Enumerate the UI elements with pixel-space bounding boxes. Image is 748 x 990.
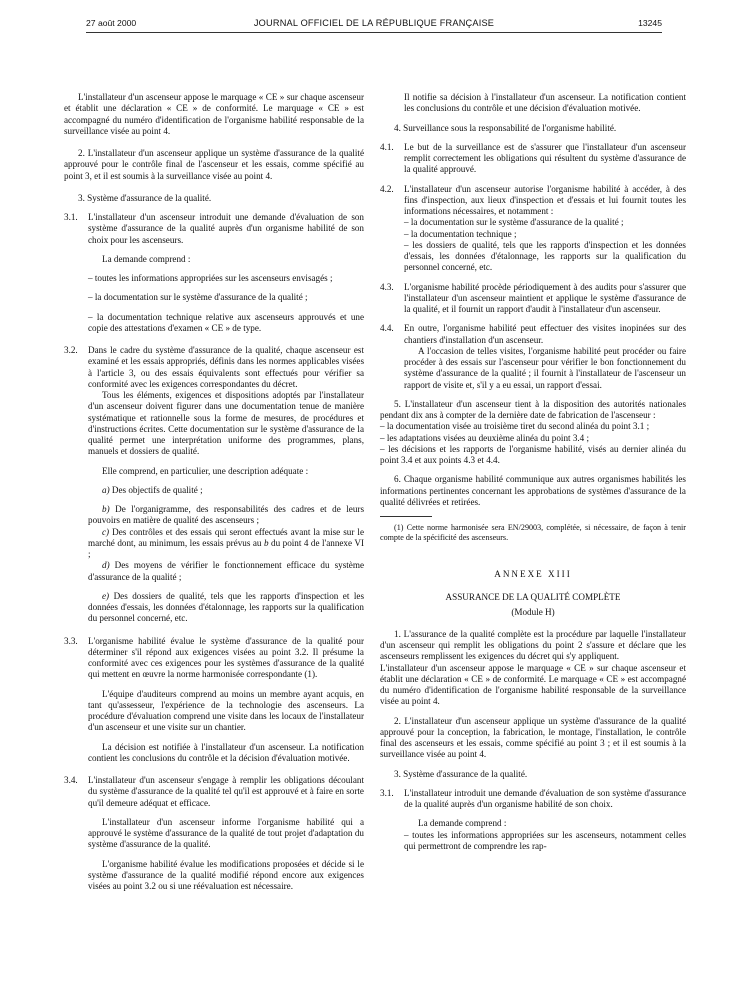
- paragraph: L'installateur introduit une demande d'évaluation de son système d'assurance de la qualité auprès d'un organisme habilité de son choix.: [404, 787, 686, 809]
- section-number: 3.1.: [380, 787, 394, 798]
- list-item: e) Des dossiers de qualité, tels que les rapports d'inspection et les données d'essais, les données d'étalonnage, les rapports sur la qualification du personnel concerné, etc.: [88, 590, 365, 624]
- section-number: 4.4.: [380, 323, 394, 334]
- paragraph: Le but de la surveillance est de s'assurer que l'installateur d'un ascenseur remplit correctement les obligations qui résultent du système d'assurance de la qualité approuvé.: [404, 141, 686, 175]
- paragraph: L'équipe d'auditeurs comprend au moins un membre ayant acquis, en tant qu'assesseur, l'expérience de la technologie des ascenseurs. La procédure d'évaluation comprend une visite dans les locaux de l'installateur d'un ascenseur et une visite sur un chantier.: [88, 688, 364, 733]
- paragraph: La décision est notifiée à l'installateur d'un ascenseur. La notification contient les conclusions du contrôle et la décision d'évaluation motivée.: [88, 741, 364, 763]
- section-number: 4.2.: [380, 183, 394, 194]
- footnote-rule: [380, 516, 432, 517]
- list-label: a): [102, 484, 110, 495]
- page-header: [0, 0, 748, 50]
- paragraph: Il notifie sa décision à l'installateur d'un ascenseur. La notification contient les conclusions du contrôle et une décision d'évaluation motivée.: [404, 92, 686, 114]
- paragraph: 1. L'assurance de la qualité complète est la procédure par laquelle l'installateur d'un ascenseur qui remplit les obligations du point 2 s'assure et déclare que les ascenseurs remplissent les exigences du décret qui s'y appliquent.: [380, 628, 686, 662]
- paragraph: 2. L'installateur d'un ascenseur applique un système d'assurance de la qualité approuvé pour la conception, la fabrication, le montage, l'installation, le contrôle final des ascenseurs et les essais, comme spécifié au point 3 ; et il est soumis à la surveillance visée au point 4.: [380, 715, 686, 760]
- list-item: – la documentation technique ;: [404, 228, 517, 239]
- section-3-4: [64, 775, 364, 892]
- annex-subtitle: ASSURANCE DE LA QUALITÉ COMPLÈTE: [445, 592, 621, 603]
- paragraph: 5. L'installateur d'un ascenseur tient à la disposition des autorités nationales pendant dix ans à compter de la dernière date de fabrication de l'ascenseur :: [380, 398, 686, 420]
- paragraph: L'installateur d'un ascenseur introduit une demande d'évaluation de son système d'assurance de la qualité auprès d'un organisme habilité de son choix pour les ascenseurs.: [88, 212, 364, 245]
- footnote: (1) Cette norme harmonisée sera EN/29003, complétée, si nécessaire, de façon à tenir compte de la spécificité des ascenseurs.: [380, 523, 686, 542]
- section-number: 4.3.: [380, 281, 394, 292]
- paragraph: 2. L'installateur d'un ascenseur applique un système d'assurance de la qualité approuvé pour le contrôle final de l'ascenseur et les essais, comme spécifié au point 3, et il est soumis à la surveillance visée au point 4.: [64, 148, 364, 181]
- list-item: – la documentation technique relative aux ascenseurs approuvés et une copie des attestations d'examen « CE » de type.: [88, 311, 364, 333]
- section-number: 3.2.: [64, 345, 78, 355]
- section-3-1: [64, 212, 364, 334]
- list-item: – les dossiers de qualité, tels que les rapports d'inspection et les données d'essais, les données d'étalonnage, les rapports sur la qualification du personnel concerné, etc.: [404, 239, 686, 273]
- list-item: d) Des moyens de vérifier le fonctionnement efficace du système d'assurance de la qualité ;: [88, 560, 364, 582]
- annex-title: ANNEXE XIII: [494, 569, 572, 579]
- paragraph: L'installateur d'un ascenseur informe l'organisme habilité qui a approuvé le système d'assurance de la qualité de tout projet d'adaptation du système d'assurance de la qualité.: [88, 816, 364, 850]
- list-item: c) Des contrôles et des essais qui seront effectués avant la mise sur le marché dont, au minimum, les essais prévus au b du point 4 de l'annexe VI ;: [88, 526, 364, 559]
- paragraph: Dans le cadre du système d'assurance de la qualité, chaque ascenseur est examiné et les essais appropriés, définis dans les normes applicables visées à l'article 3, ou des essais équivalents sont effectués pour vérifier sa conformité avec les exigences correspondantes du décret.: [88, 345, 364, 389]
- paragraph: L'installateur d'un ascenseur appose le marquage « CE » sur chaque ascenseur et établit une déclaration « CE » de conformité. Le marquage « CE » est accompagné du numéro d'identification de l'organisme habilité responsable de la surveillance visée au point 4.: [64, 92, 364, 136]
- paragraph: L'organisme habilité procède périodiquement à des audits pour s'assurer que l'installateur d'un ascenseur maintient et applique le système d'assurance de la qualité, et il fournit un rapport d'audit à l'installateur d'un ascenseur.: [404, 281, 686, 314]
- paragraph: L'organisme habilité évalue les modifications proposées et décide si le système d'assurance de la qualité modifié répond encore aux exigences visées au point 3.2 ou si une réévaluation est nécessaire.: [88, 858, 364, 891]
- header-title: JOURNAL OFFICIEL DE LA RÉPUBLIQUE FRANÇAISE: [253, 18, 495, 28]
- list-item: – la documentation visée au troisième tiret du second alinéa du point 3.1 ;: [380, 421, 650, 432]
- annex-module: (Module H): [511, 606, 555, 617]
- paragraph: L'organisme habilité évalue le système d'assurance de la qualité pour déterminer s'il répond aux exigences visées au point 3.2. Il présume la conformité avec ces exigences pour les systèmes d'assurance de la qualité qui mettent en œuvre la norme harmonisée correspondante (1).: [88, 635, 364, 680]
- paragraph: La demande comprend :: [418, 818, 507, 829]
- paragraph: L'installateur d'un ascenseur appose le marquage « CE » sur chaque ascenseur et établit une déclaration « CE » de conformité. Le marquage « CE » est accompagné du numéro d'identification de l'organisme habilité responsable de la surveillance visée au point 4.: [380, 662, 686, 707]
- paragraph: L'installateur d'un ascenseur autorise l'organisme habilité à accéder, à des fins d'inspection, aux lieux d'inspection et d'essais et lui fournit toutes les informations nécessaires, et notamment :: [404, 183, 686, 216]
- list-item: – les adaptations visées au deuxième alinéa du point 3.4 ;: [380, 432, 590, 443]
- left-column: [64, 92, 364, 892]
- list-item: – toutes les informations appropriées sur les ascenseurs envisagés ;: [88, 273, 333, 283]
- section-3-2: [64, 345, 364, 625]
- paragraph: Tous les éléments, exigences et dispositions adoptés par l'installateur d'un ascenseur doivent figurer dans une documentation tenue de manière systématique et rationnelle sous la forme de mesures, de procédures et d'instructions écrites. Cette documentation sur le système d'assurance de la qualité permet une interprétation uniforme des programmes, plans, manuels et dossiers de qualité.: [88, 390, 364, 457]
- paragraph: La demande comprend :: [102, 253, 191, 264]
- list-item: – la documentation sur le système d'assurance de la qualité ;: [88, 292, 308, 303]
- paragraph: L'installateur d'un ascenseur s'engage à remplir les obligations découlant du système d'assurance de la qualité tel qu'il est approuvé et à faire en sorte qu'il demeure adéquat et efficace.: [88, 775, 364, 808]
- list-label: d): [102, 560, 110, 571]
- header-date: 27 août 2000: [86, 18, 137, 28]
- list-item: a) Des objectifs de qualité ;: [102, 484, 203, 495]
- list-label: b): [102, 504, 110, 514]
- header-page-number: 13245: [638, 18, 662, 28]
- paragraph: Elle comprend, en particulier, une description adéquate :: [102, 465, 309, 476]
- section-number: 3.4.: [64, 775, 78, 785]
- section-number: 4.1.: [380, 141, 394, 152]
- section-heading: 4. Surveillance sous la responsabilité de l'organisme habilité.: [394, 122, 617, 133]
- section-4-1: [380, 142, 686, 176]
- header-rule: [86, 32, 662, 33]
- list-item: – la documentation sur le système d'assurance de la qualité ;: [404, 217, 624, 228]
- section-3-3: [64, 636, 364, 765]
- section-number: 3.1.: [64, 212, 78, 222]
- section-4-2: [380, 184, 686, 274]
- section-heading: 3. Système d'assurance de la qualité.: [78, 192, 212, 203]
- section-number: 3.3.: [64, 635, 78, 646]
- list-label: e): [102, 590, 110, 601]
- list-item: b) De l'organigramme, des responsabilités des cadres et de leurs pouvoirs en matière de qualité des ascenseurs ;: [88, 504, 364, 526]
- list-item: – toutes les informations appropriées sur les ascenseurs, notamment celles qui permettront de comprendre les rap-: [404, 829, 686, 851]
- paragraph: En outre, l'organisme habilité peut effectuer des visites inopinées sur des chantiers d'installation d'un ascenseur.: [404, 323, 686, 345]
- section-4-4: [380, 323, 686, 391]
- right-column: [380, 92, 686, 852]
- paragraph: 6. Chaque organisme habilité communique aux autres organismes habilités les informations pertinentes concernant les approbations de systèmes d'assurance de la qualité délivrées et retirées.: [380, 474, 686, 507]
- section-4-3: [380, 282, 686, 316]
- list-label: c): [102, 526, 110, 537]
- paragraph: A l'occasion de telles visites, l'organisme habilité peut procéder ou faire procéder à des essais sur l'ascenseur pour vérifier le bon fonctionnement du système d'assurance de la qualité ; il fournit à l'installateur de l'ascenseur un rapport de visite et, s'il y a eu essai, un rapport d'essai.: [404, 345, 686, 390]
- section-heading: 3. Système d'assurance de la qualité.: [394, 768, 528, 779]
- annex-section-3-1: [380, 788, 686, 852]
- list-item: – les décisions et les rapports de l'organisme habilité, visés au dernier alinéa du point 3.4 et aux points 4.3 et 4.4.: [380, 443, 686, 465]
